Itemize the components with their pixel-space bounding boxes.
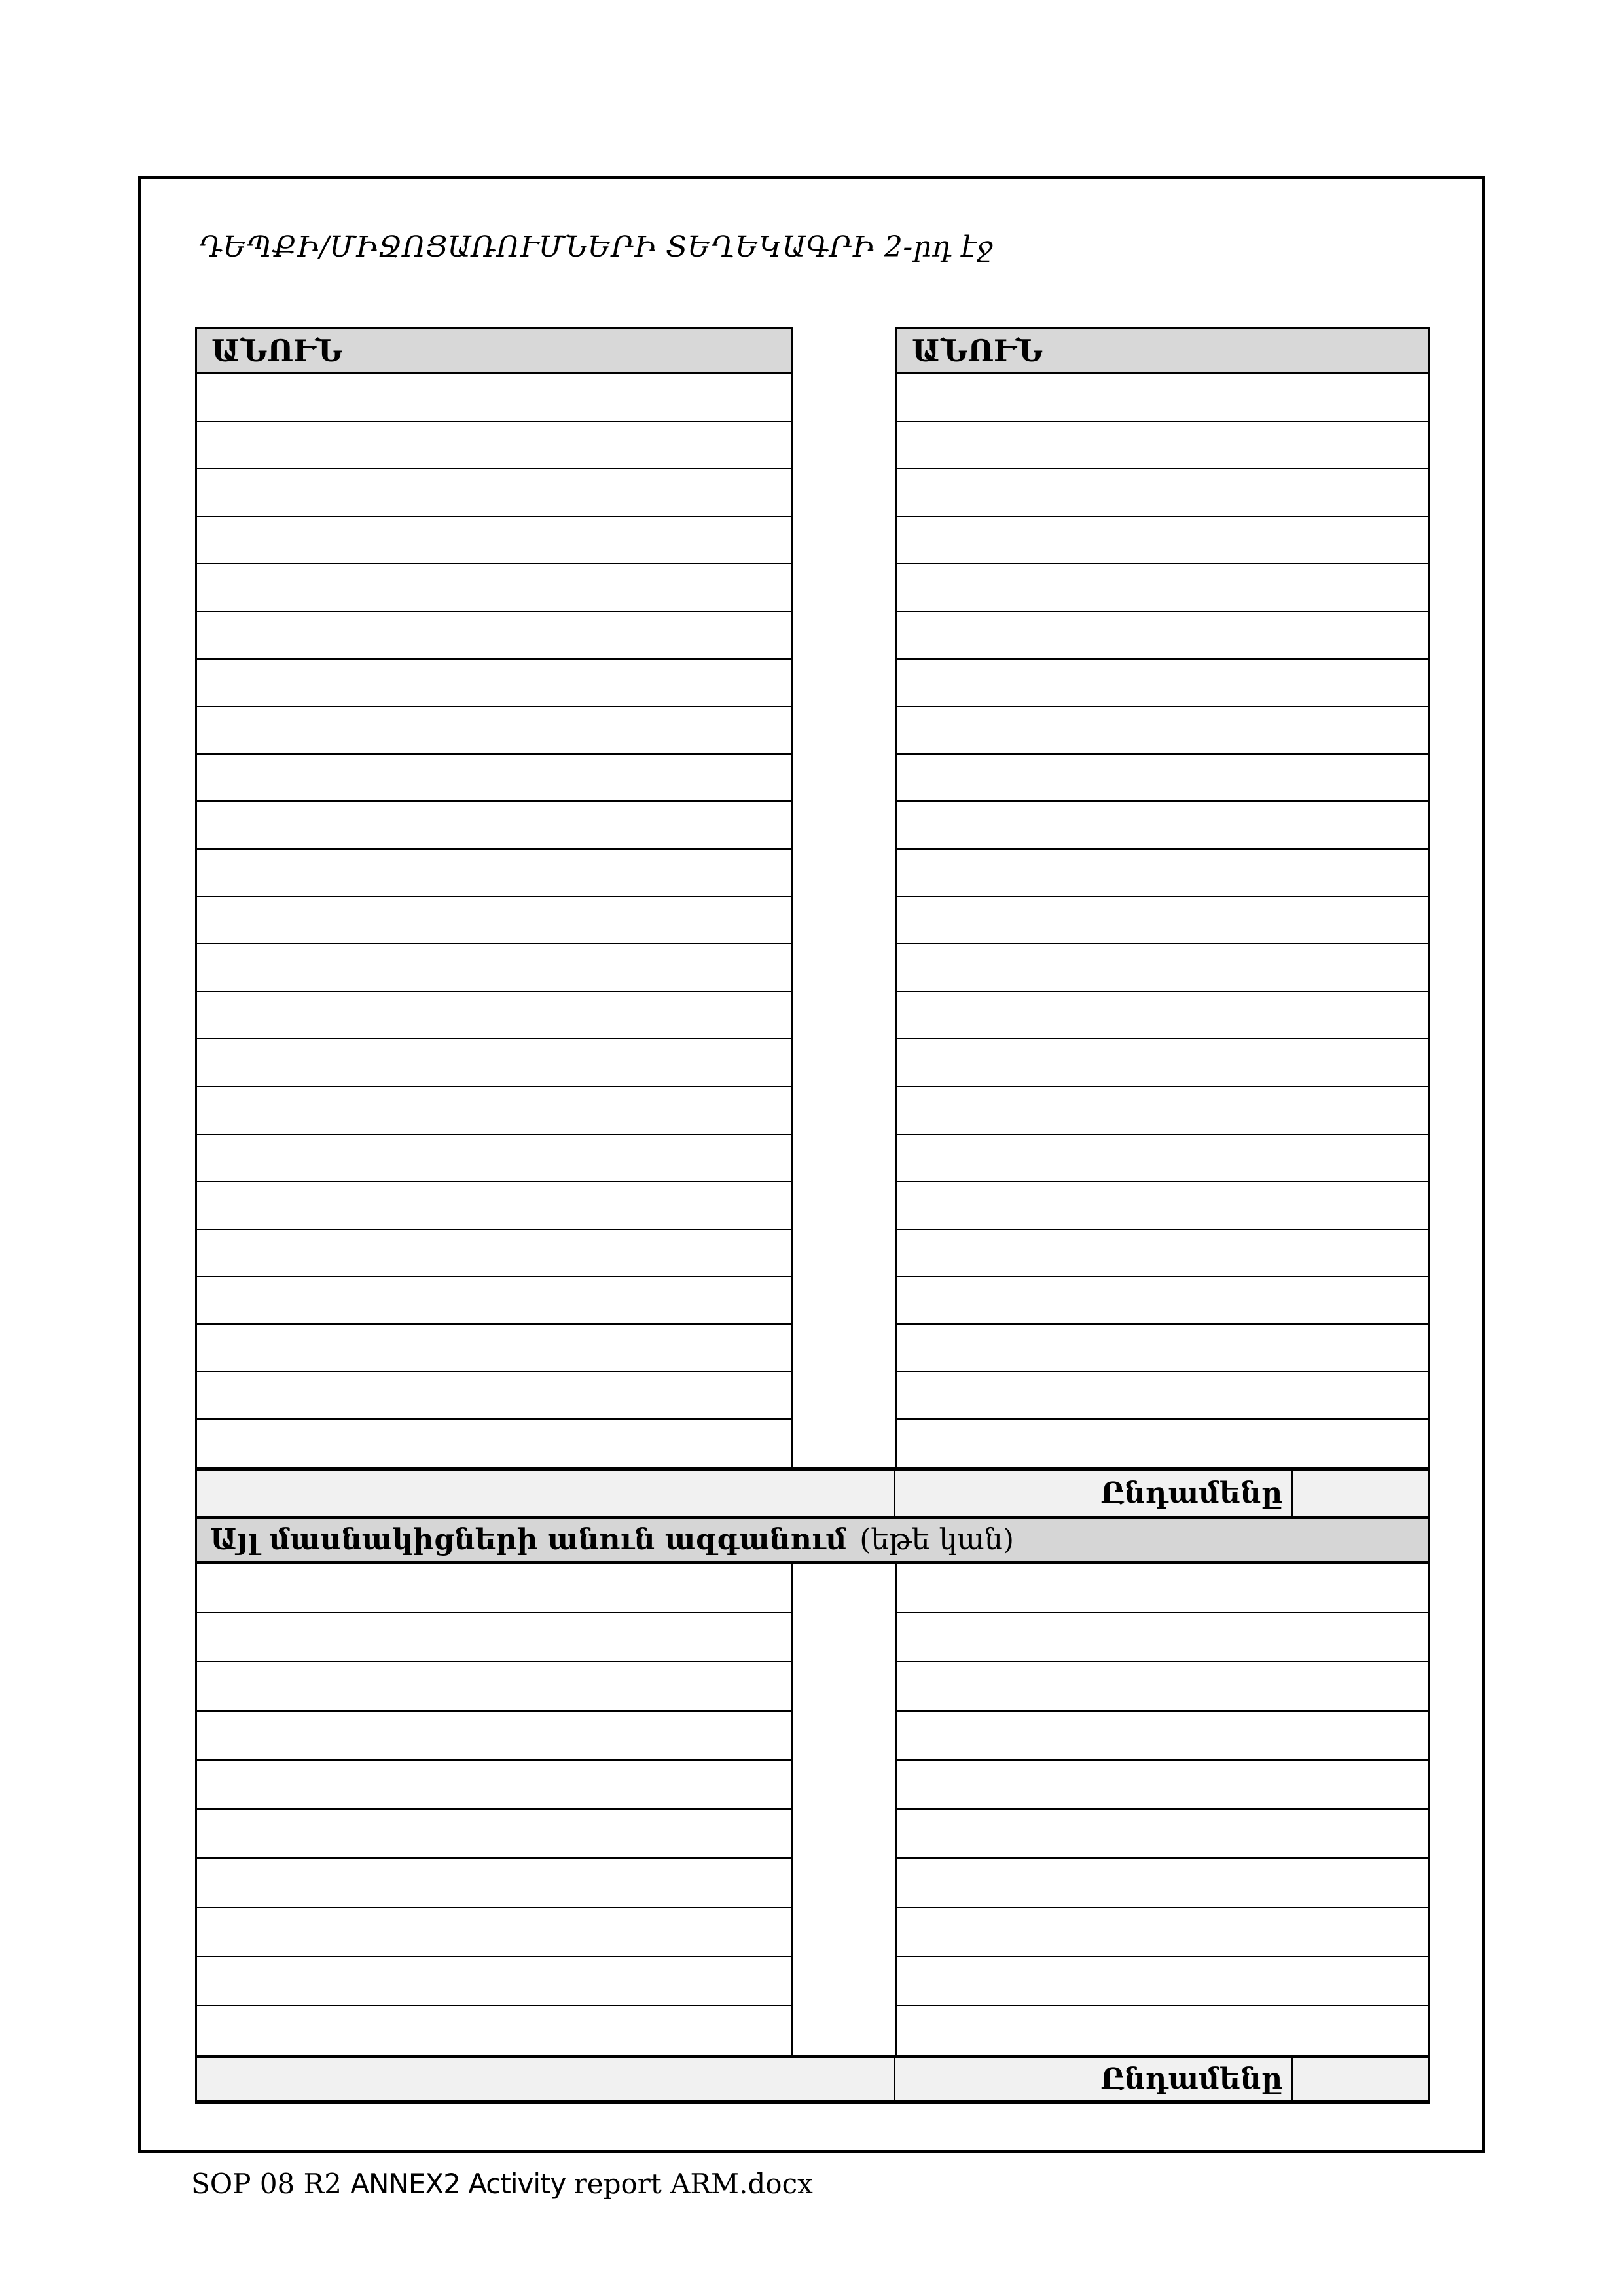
name-column-header-right: ԱՆՈՒՆ <box>895 327 1430 374</box>
blank-name-row <box>195 897 1430 945</box>
blank-name-row <box>195 1613 1430 1662</box>
column-gap <box>793 564 895 612</box>
column-gap <box>793 469 895 517</box>
blank-name-row <box>195 1810 1430 1859</box>
column-gap <box>793 992 895 1040</box>
blank-name-row <box>195 564 1430 612</box>
blank-name-row <box>195 1859 1430 1908</box>
name-cell-left[interactable] <box>195 2006 793 2055</box>
name-cell-right[interactable] <box>895 992 1430 1040</box>
total-label: Ընդամենը <box>895 1471 1293 1516</box>
blank-name-row <box>195 1277 1430 1325</box>
name-cell-right[interactable] <box>895 374 1430 422</box>
blank-name-row <box>195 944 1430 992</box>
name-cell-right[interactable] <box>895 707 1430 755</box>
blank-name-row <box>195 1230 1430 1278</box>
blank-name-row <box>195 1325 1430 1372</box>
name-cell-left[interactable] <box>195 1182 793 1230</box>
name-cell-left[interactable] <box>195 469 793 517</box>
name-cell-right[interactable] <box>895 1761 1430 1810</box>
name-cell-right[interactable] <box>895 517 1430 565</box>
column-gap <box>793 1957 895 2006</box>
name-cell-right[interactable] <box>895 612 1430 660</box>
column-gap <box>793 897 895 945</box>
column-gap <box>793 1325 895 1372</box>
column-gap <box>793 2006 895 2055</box>
blank-name-row <box>195 755 1430 802</box>
column-gap <box>793 1372 895 1420</box>
blank-name-row <box>195 1182 1430 1230</box>
name-cell-left[interactable] <box>195 707 793 755</box>
column-gap <box>793 1908 895 1957</box>
name-cell-right[interactable] <box>895 1325 1430 1372</box>
column-gap <box>793 1810 895 1859</box>
blank-name-row <box>195 2006 1430 2055</box>
column-gap <box>793 944 895 992</box>
name-cell-left[interactable] <box>195 850 793 897</box>
column-gap <box>793 422 895 470</box>
blank-name-row <box>195 612 1430 660</box>
column-gap <box>793 327 895 374</box>
name-cell-right[interactable] <box>895 1810 1430 1859</box>
name-cell-left[interactable] <box>195 517 793 565</box>
column-gap <box>793 1135 895 1183</box>
blank-name-row <box>195 850 1430 897</box>
name-cell-right[interactable] <box>895 1908 1430 1957</box>
column-gap <box>793 1230 895 1278</box>
column-gap <box>793 1761 895 1810</box>
name-cell-left[interactable] <box>195 1039 793 1087</box>
blank-name-row <box>195 707 1430 755</box>
name-cell-right[interactable] <box>895 1420 1430 1467</box>
name-cell-right[interactable] <box>895 1039 1430 1087</box>
name-cell-right[interactable] <box>895 1564 1430 1613</box>
column-gap <box>793 517 895 565</box>
name-cell-right[interactable] <box>895 944 1430 992</box>
blank-name-row <box>195 422 1430 470</box>
name-cell-right[interactable] <box>895 1135 1430 1183</box>
name-cell-right[interactable] <box>895 422 1430 470</box>
section-header-row <box>195 1516 1430 1564</box>
total-row-bottom <box>195 2055 1430 2104</box>
column-gap <box>793 1564 895 1613</box>
name-cell-right[interactable] <box>895 1859 1430 1908</box>
total-row-top <box>195 1467 1430 1516</box>
name-cell-left[interactable] <box>195 1564 793 1613</box>
name-cell-right[interactable] <box>895 1613 1430 1662</box>
column-gap <box>793 1182 895 1230</box>
blank-name-row <box>195 1420 1430 1467</box>
blank-name-row <box>195 1662 1430 1712</box>
name-cell-left[interactable] <box>195 660 793 708</box>
column-gap <box>793 755 895 802</box>
footer-part-1: SOP 08 R2 <box>191 2168 351 2200</box>
blank-name-row <box>195 660 1430 708</box>
name-cell-left[interactable] <box>195 944 793 992</box>
blank-name-row <box>195 992 1430 1040</box>
other-participants-note: (եթե կան) <box>859 1523 1015 1557</box>
column-gap <box>793 1613 895 1662</box>
blank-name-row <box>195 1087 1430 1135</box>
column-gap <box>793 660 895 708</box>
blank-name-row <box>195 1372 1430 1420</box>
blank-name-row <box>195 1039 1430 1087</box>
blank-name-row <box>195 517 1430 565</box>
name-cell-left[interactable] <box>195 802 793 850</box>
total-label: Ընդամենը <box>895 2058 1293 2100</box>
name-cell-right[interactable] <box>895 1372 1430 1420</box>
column-gap <box>793 1039 895 1087</box>
name-cell-left[interactable] <box>195 1957 793 2006</box>
total-value-cell[interactable] <box>1293 2058 1430 2100</box>
name-cell-left[interactable] <box>195 564 793 612</box>
name-cell-right[interactable] <box>895 1087 1430 1135</box>
name-cell-left[interactable] <box>195 1662 793 1712</box>
total-value-cell[interactable] <box>1293 1471 1430 1516</box>
name-cell-left[interactable] <box>195 1135 793 1183</box>
name-cell-left[interactable] <box>195 1420 793 1467</box>
name-cell-right[interactable] <box>895 1277 1430 1325</box>
column-gap <box>793 707 895 755</box>
total-row-spacer <box>195 1471 895 1516</box>
bottom-blank-rows <box>195 1564 1430 2055</box>
name-cell-left[interactable] <box>195 1712 793 1761</box>
name-cell-right[interactable] <box>895 897 1430 945</box>
other-participants-label: Այլ մասնակիցների անուն ազգանում <box>210 1523 847 1557</box>
name-cell-left[interactable] <box>195 1277 793 1325</box>
name-cell-right[interactable] <box>895 755 1430 802</box>
blank-name-row <box>195 1712 1430 1761</box>
column-gap <box>793 1859 895 1908</box>
name-cell-left[interactable] <box>195 1859 793 1908</box>
table-header-row <box>195 327 1430 374</box>
name-cell-left[interactable] <box>195 1810 793 1859</box>
name-cell-right[interactable] <box>895 850 1430 897</box>
blank-name-row <box>195 469 1430 517</box>
name-cell-right[interactable] <box>895 469 1430 517</box>
page-title: ԴԵՊՔԻ/ՄԻՋՈՑԱՌՈՒՄՆԵՐԻ ՏԵՂԵԿԱԳՐԻ 2-րդ էջ <box>199 230 994 264</box>
column-gap <box>793 1277 895 1325</box>
footer-filename <box>191 2168 813 2200</box>
name-cell-right[interactable] <box>895 1957 1430 2006</box>
name-cell-right[interactable] <box>895 2006 1430 2055</box>
name-cell-left[interactable] <box>195 1325 793 1372</box>
name-cell-left[interactable] <box>195 612 793 660</box>
name-cell-left[interactable] <box>195 1613 793 1662</box>
name-cell-left[interactable] <box>195 1908 793 1957</box>
total-row-spacer <box>195 2058 895 2100</box>
column-gap <box>793 1087 895 1135</box>
name-cell-left[interactable] <box>195 422 793 470</box>
column-gap <box>793 612 895 660</box>
name-cell-left[interactable] <box>195 374 793 422</box>
column-gap <box>793 1420 895 1467</box>
blank-name-row <box>195 1761 1430 1810</box>
blank-name-row <box>195 374 1430 422</box>
blank-name-row <box>195 1564 1430 1613</box>
column-gap <box>793 1662 895 1712</box>
name-cell-left[interactable] <box>195 755 793 802</box>
column-gap <box>793 374 895 422</box>
blank-name-row <box>195 1908 1430 1957</box>
name-cell-right[interactable] <box>895 1182 1430 1230</box>
name-cell-right[interactable] <box>895 660 1430 708</box>
column-gap <box>793 850 895 897</box>
name-cell-left[interactable] <box>195 1372 793 1420</box>
name-cell-right[interactable] <box>895 564 1430 612</box>
top-blank-rows <box>195 374 1430 1467</box>
blank-name-row <box>195 1135 1430 1183</box>
participants-table <box>195 327 1430 2104</box>
name-cell-right[interactable] <box>895 802 1430 850</box>
footer-part-2: ANNEX2 Activity <box>350 2168 574 2200</box>
name-cell-left[interactable] <box>195 992 793 1040</box>
name-cell-right[interactable] <box>895 1662 1430 1712</box>
page-border-frame <box>138 176 1485 2153</box>
name-cell-left[interactable] <box>195 897 793 945</box>
name-cell-left[interactable] <box>195 1087 793 1135</box>
name-cell-right[interactable] <box>895 1230 1430 1278</box>
footer-part-3: report ARM.docx <box>573 2168 813 2200</box>
column-gap <box>793 1712 895 1761</box>
blank-name-row <box>195 802 1430 850</box>
blank-name-row <box>195 1957 1430 2006</box>
name-cell-left[interactable] <box>195 1230 793 1278</box>
name-column-header-left: ԱՆՈՒՆ <box>195 327 793 374</box>
name-cell-right[interactable] <box>895 1712 1430 1761</box>
column-gap <box>793 802 895 850</box>
name-cell-left[interactable] <box>195 1761 793 1810</box>
